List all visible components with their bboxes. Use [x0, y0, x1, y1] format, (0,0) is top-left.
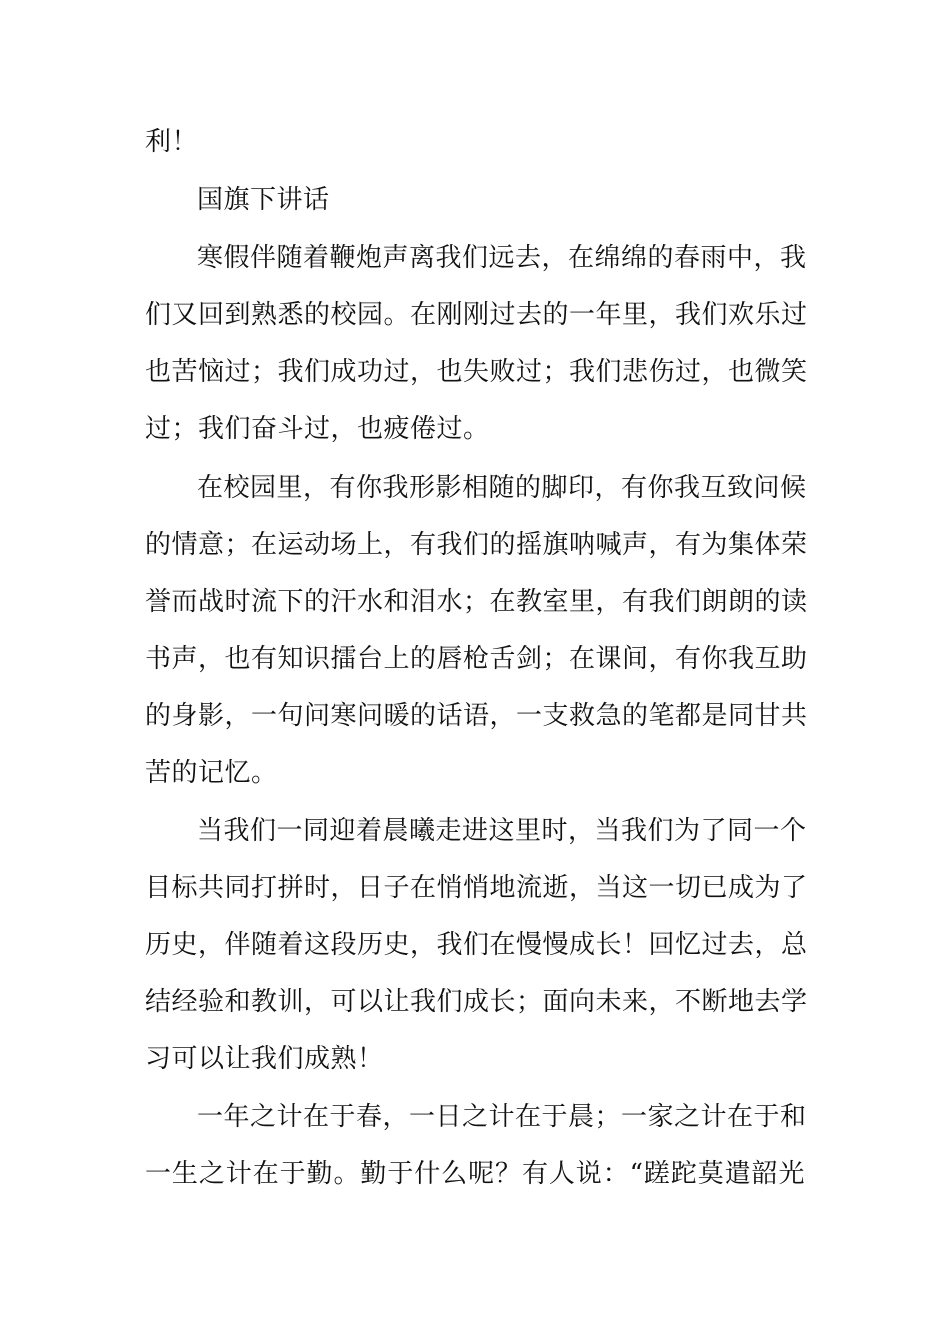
text-line: 们又回到熟悉的校园。在刚刚过去的一年里，我们欢乐过	[145, 300, 808, 330]
text-line: 寒假伴随着鞭炮声离我们远去，在绵绵的春雨中，我	[197, 243, 807, 273]
text-line: 结经验和教训，可以让我们成长；面向未来，不断地去学	[145, 987, 808, 1017]
text-line: 苦的记忆。	[145, 758, 278, 788]
text-line: 的情意；在运动场上，有我们的摇旗呐喊声，有为集体荣	[145, 530, 808, 560]
text-line: 也苦恼过；我们成功过，也失败过；我们悲伤过，也微笑	[145, 357, 808, 387]
text-line: 在校园里，有你我形影相随的脚印，有你我互致问候	[197, 473, 807, 503]
text-line: 书声，也有知识擂台上的唇枪舌剑；在课间，有你我互助	[145, 644, 808, 674]
text-line: 过；我们奋斗过，也疲倦过。	[145, 414, 490, 444]
text-line: 目标共同打拼时，日子在悄悄地流逝，当这一切已成为了	[145, 873, 808, 903]
section-heading: 国旗下讲话	[197, 185, 330, 215]
text-line: 一年之计在于春，一日之计在于晨；一家之计在于和	[197, 1102, 807, 1132]
text-line: 利！	[145, 127, 199, 157]
text-line: 当我们一同迎着晨曦走进这里时，当我们为了同一个	[197, 816, 807, 846]
text-line: 一生之计在于勤。勤于什么呢？有人说：“蹉跎莫遣韶光	[145, 1159, 805, 1189]
text-line: 历史，伴随着这段历史，我们在慢慢成长！回忆过去，总	[145, 930, 808, 960]
text-line: 誉而战时流下的汗水和泪水；在教室里，有我们朗朗的读	[145, 587, 808, 617]
text-line: 的身影，一句问寒问暖的话语，一支救急的笔都是同甘共	[145, 701, 808, 731]
text-line: 习可以让我们成熟！	[145, 1044, 384, 1074]
